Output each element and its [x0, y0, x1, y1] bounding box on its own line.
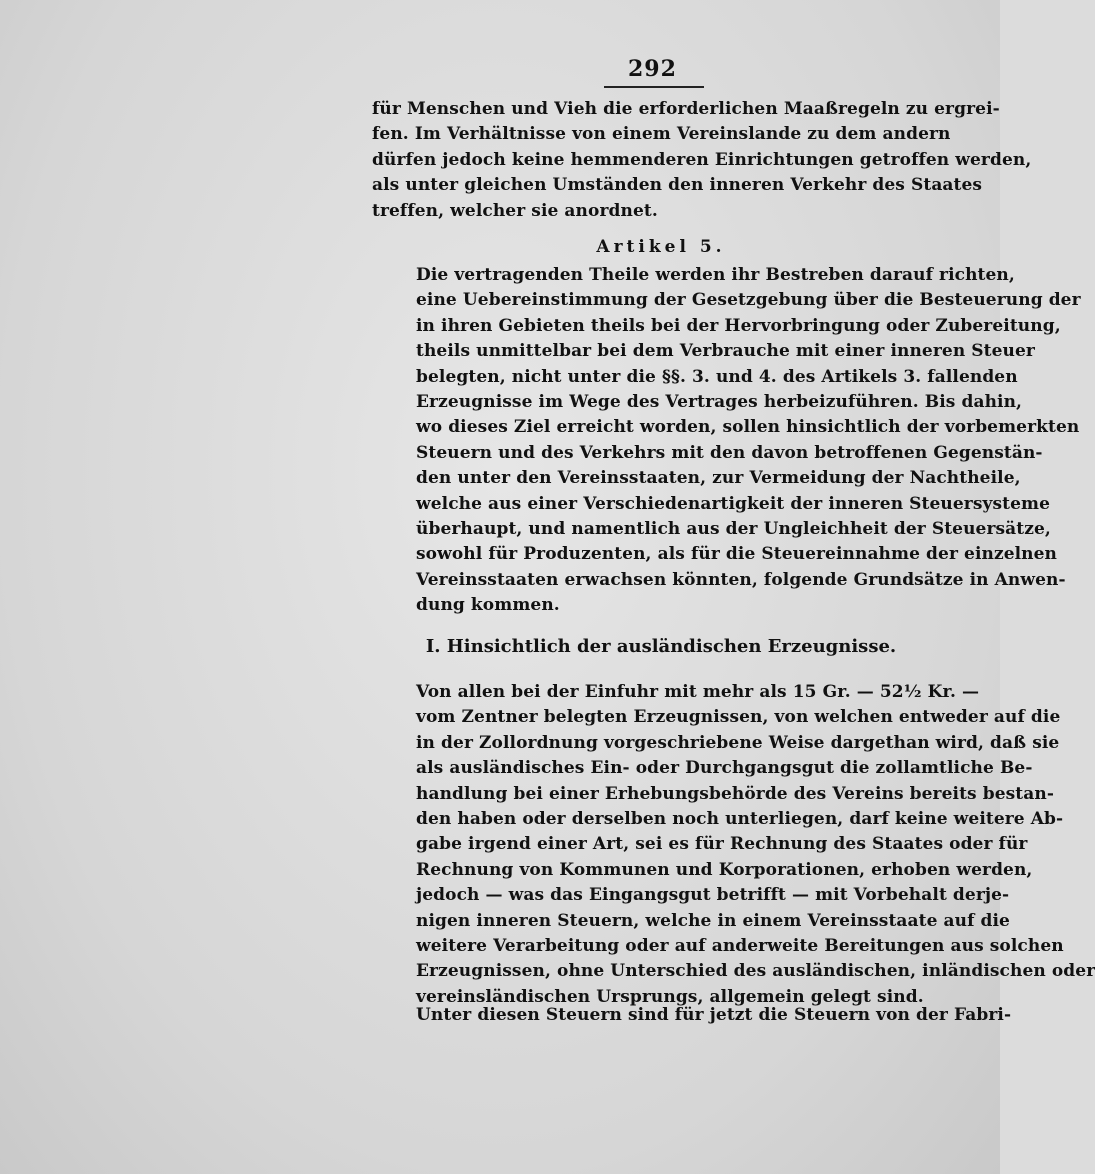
- text-line: den haben oder derselben noch unterliegen, darf keine weitere Ab-: [416, 809, 1064, 830]
- text-line: als unter gleichen Umständen den inneren Verkehr des Staates: [372, 175, 983, 196]
- text-line: jedoch — was das Eingangsgut betrifft — mit Vorbehalt derje-: [416, 885, 1010, 906]
- text-line: belegten, nicht unter die §§. 3. und 4. des Artikels 3. fallenden: [416, 366, 1018, 387]
- text-line: Erzeugnissen, ohne Unterschied des ausländischen, inländischen oder: [416, 961, 1095, 982]
- text-line: gabe irgend einer Art, sei es für Rechnung des Staates oder für: [416, 834, 1028, 855]
- page-number: 292: [628, 56, 677, 82]
- text-line: dürfen jedoch keine hemmenderen Einrichtungen getroffen werden,: [372, 149, 1032, 170]
- text-line: Unter diesen Steuern sind für jetzt die Steuern von der Fabri-: [416, 1005, 1012, 1025]
- article-heading: Artikel 5.: [596, 237, 726, 257]
- text-line: sowohl für Produzenten, als für die Steuereinnahme der einzelnen: [416, 544, 1058, 565]
- text-line: nigen inneren Steuern, welche in einem Vereinsstaate auf die: [416, 910, 1010, 931]
- text-line: als ausländisches Ein- oder Durchgangsgut die zollamtliche Be-: [416, 758, 1033, 779]
- text-line: Von allen bei der Einfuhr mit mehr als 15 Gr. — 52½ Kr. —: [416, 682, 980, 702]
- text-line: dung kommen.: [416, 595, 560, 616]
- paragraph-3: [372, 680, 1095, 1010]
- text-line: handlung bei einer Erhebungsbehörde des Vereins bereits bestan-: [416, 783, 1054, 804]
- text-line: überhaupt, und namentlich aus der Ungleichheit der Steuersätze,: [416, 519, 1051, 540]
- section-heading: I. Hinsichtlich der ausländischen Erzeugnisse.: [425, 636, 897, 657]
- text-line: Vereinsstaaten erwachsen könnten, folgende Grundsätze in Anwen-: [416, 569, 1066, 590]
- text-line: in der Zollordnung vorgeschriebene Weise dargethan wird, daß sie: [416, 732, 1060, 753]
- paragraph-4: [372, 1003, 1012, 1028]
- text-line: den unter den Vereinsstaaten, zur Vermeidung der Nachtheile,: [416, 468, 1021, 489]
- text-line: eine Uebereinstimmung der Gesetzgebung über die Besteuerung der: [416, 290, 1081, 311]
- text-line: Die vertragenden Theile werden ihr Bestreben darauf richten,: [416, 265, 1015, 285]
- paragraph-2: [372, 263, 1081, 619]
- text-line: Steuern und des Verkehrs mit den davon betroffenen Gegenstän-: [416, 442, 1043, 463]
- text-line: Erzeugnisse im Wege des Vertrages herbeizuführen. Bis dahin,: [416, 392, 1023, 413]
- paragraph-1: [372, 97, 1032, 224]
- text-line: in ihren Gebieten theils bei der Hervorbringung oder Zubereitung,: [416, 315, 1061, 336]
- text-line: theils unmittelbar bei dem Verbrauche mit einer inneren Steuer: [416, 341, 1035, 362]
- text-line: weitere Verarbeitung oder auf anderweite Bereitungen aus solchen: [416, 936, 1064, 957]
- text-line: fen. Im Verhältnisse von einem Vereinslande zu dem andern: [372, 124, 951, 145]
- text-line: vereinsländischen Ursprungs, allgemein gelegt sind.: [416, 986, 924, 1007]
- text-line: wo dieses Ziel erreicht worden, sollen hinsichtlich der vorbemerkten: [416, 417, 1080, 438]
- text-line: vom Zentner belegten Erzeugnissen, von welchen entweder auf die: [416, 707, 1061, 728]
- text-line: welche aus einer Verschiedenartigkeit der inneren Steuersysteme: [416, 493, 1051, 514]
- text-line: treffen, welcher sie anordnet.: [372, 200, 658, 221]
- text-line: Rechnung von Kommunen und Korporationen, erhoben werden,: [416, 859, 1033, 880]
- text-line: für Menschen und Vieh die erforderlichen Maaßregeln zu ergrei-: [372, 99, 1000, 119]
- page-number-rule: [604, 86, 704, 88]
